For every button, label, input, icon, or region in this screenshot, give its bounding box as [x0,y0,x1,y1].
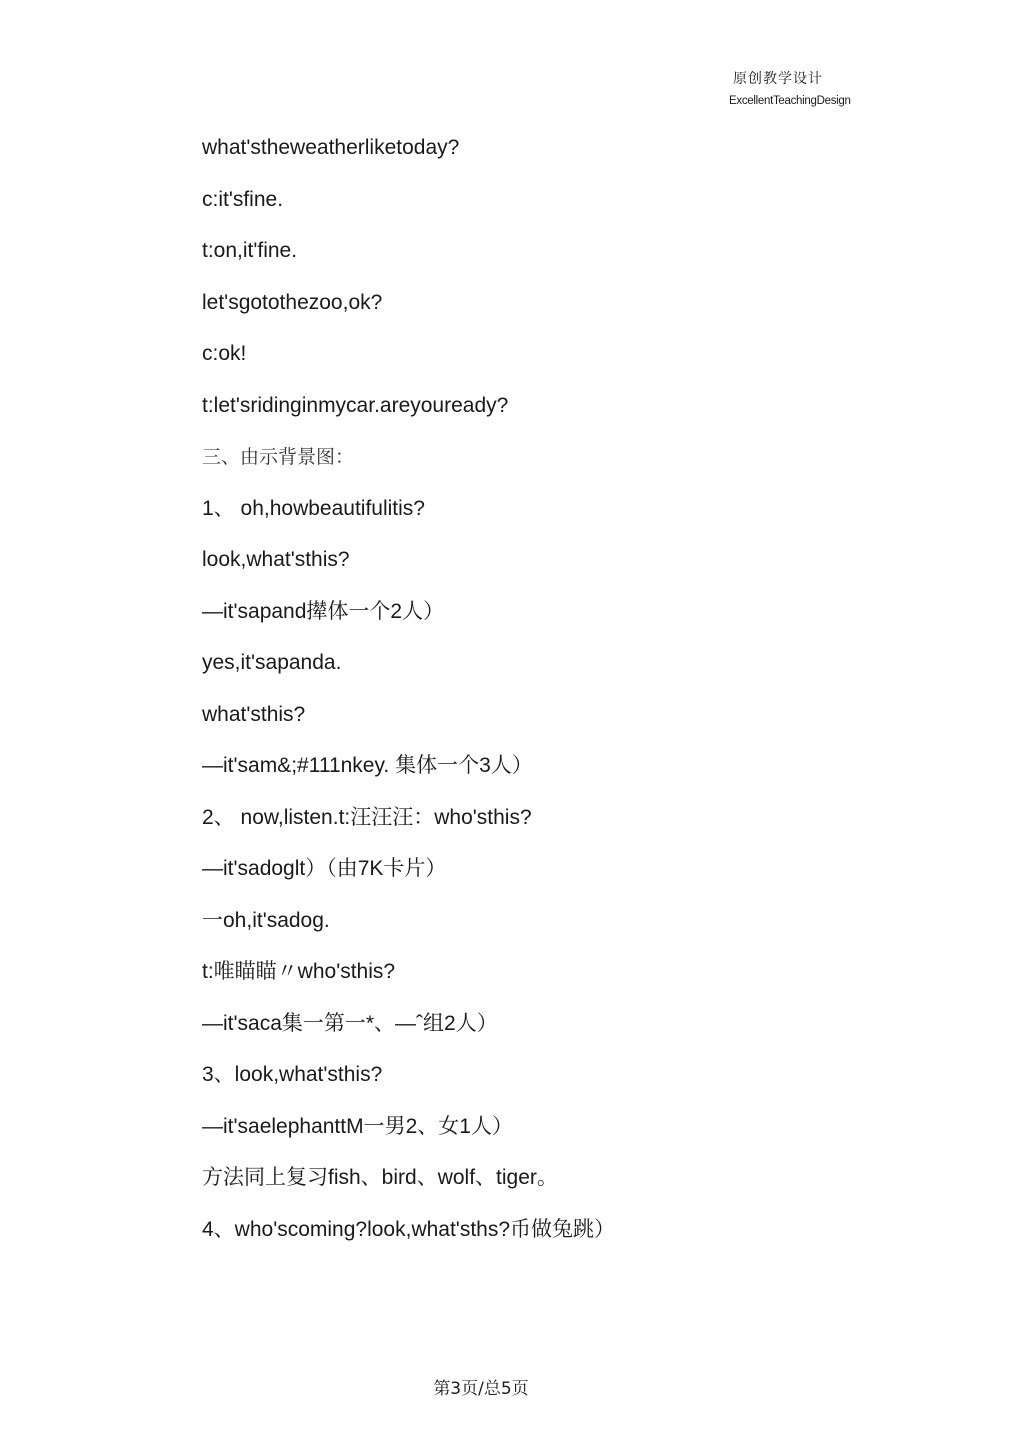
page-number: 第3页/总5页 [433,1379,529,1399]
text-line: 1、 oh,howbeautifulitis? [202,496,425,520]
text-line: 方法同上复习fish、bird、wolf、tiger。 [202,1166,558,1189]
text-line: —it'saca集一第一*、—ˆ组2人） [202,1011,498,1035]
document-body [202,131,962,1264]
header-title-en: ExcellentTeachingDesign [729,95,851,107]
text-line: —it'saelephanttM一男2、女1人） [202,1114,513,1138]
text-line: c:it'sfine. [202,187,284,211]
text-line: look,what'sthis? [202,548,350,571]
section-heading: 三、由示背景图： [202,446,355,468]
text-line: 3、look,what'sthis? [202,1063,383,1086]
text-line: t:on,it'fine. [202,239,298,262]
text-line: 4、who'scoming?look,what'sths?币做兔跳） [202,1217,616,1241]
document-header [729,68,929,109]
header-title-cn: 原创教学设计 [733,71,823,87]
text-line: 2、 now,listen.t:汪汪汪：who'sthis? [202,805,532,829]
text-line: —it'sadoglt）（由7K卡片） [202,857,447,880]
text-line: 一oh,it'sadog. [202,908,330,932]
text-line: c:ok! [202,342,247,365]
text-line: what'stheweatherliketoday? [202,136,460,159]
text-line: —it'sapand撵体一个2人） [202,599,445,623]
text-line: —it'sam&;#111nkey. 集体一个3人） [202,754,533,777]
text-line: what'sthis? [202,702,306,726]
text-line: t:let'sridinginmycar.areyouready? [202,393,509,417]
text-line: let'sgotothezoo,ok? [202,290,383,314]
text-line: t:唯瞄瞄〃who'sthis? [202,960,396,983]
text-line: yes,it'sapanda. [202,651,342,674]
